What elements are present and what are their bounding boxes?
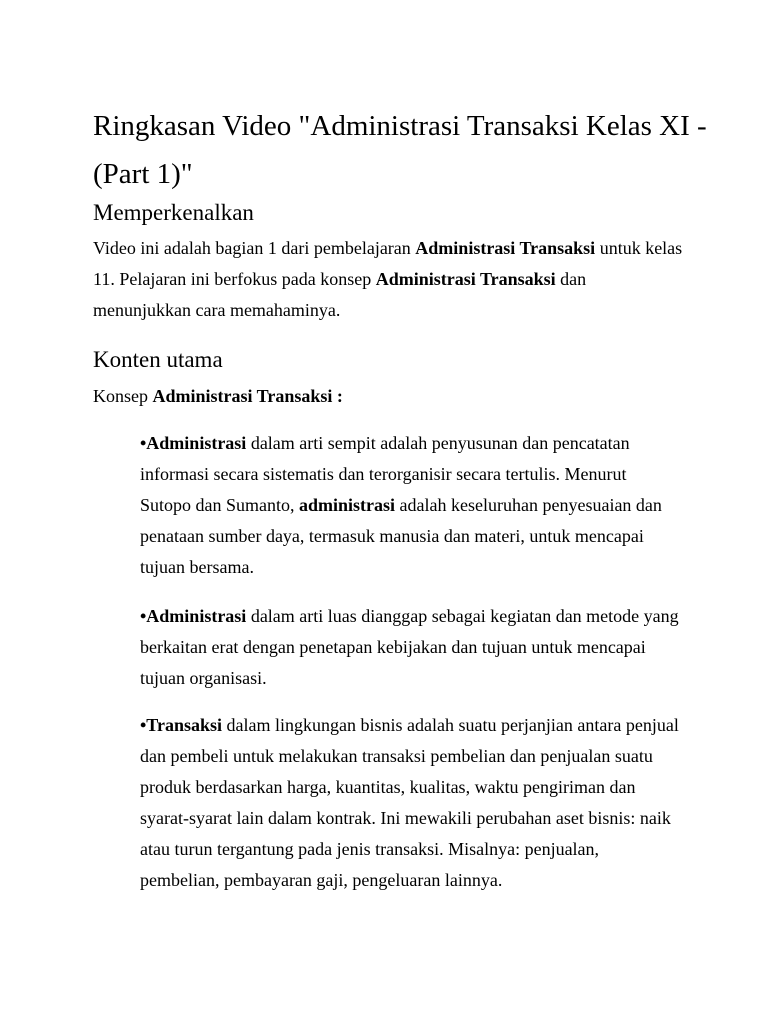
intro-text-3: dan menunjukkan cara memahaminya.	[93, 269, 587, 320]
main-content-heading: Konten utama	[93, 347, 223, 372]
bullet-administrasi-sempit	[140, 428, 680, 583]
bullet-2-text: dalam arti luas dianggap sebagai kegiatan dan metode yang berkaitan erat dengan penetapan kebijakan dan tujuan untuk mencapai tujuan organisasi.	[140, 606, 679, 688]
bullet-3-text: dalam lingkungan bisnis adalah suatu perjanjian antara penjual dan pembeli untuk melakukan transaksi pembelian dan penjualan suatu produk berdasarkan harga, kuantitas, kualitas, waktu pengiriman dan syarat-syarat lain dalam kontrak. Ini mewakili perubahan aset bisnis: naik atau turun tergantung pada jenis transaksi. Misalnya: penjualan, pembelian, pembayaran gaji, pengeluaran lainnya.	[140, 715, 679, 890]
bullet-3-term: •Transaksi	[140, 715, 222, 735]
intro-paragraph	[93, 233, 683, 326]
bullet-1-term-2: administrasi	[299, 495, 396, 515]
bullet-1-text-2: adalah keseluruhan penyesuaian dan penataan sumber daya, termasuk manusia dan materi, untuk mencapai tujuan bersama.	[140, 495, 662, 577]
intro-bold-1: Administrasi Transaksi	[415, 238, 596, 258]
konsep-line	[93, 381, 683, 412]
intro-bold-2: Administrasi Transaksi	[375, 269, 556, 289]
bullet-transaksi	[140, 710, 680, 896]
konsep-prefix: Konsep	[93, 386, 153, 406]
bullet-1-term: •Administrasi	[140, 433, 247, 453]
intro-text-1: Video ini adalah bagian 1 dari pembelajaran	[93, 238, 416, 258]
document-title: Ringkasan Video "Administrasi Transaksi Kelas XI - (Part 1)"	[93, 110, 707, 190]
intro-text-2: untuk kelas 11. Pelajaran ini berfokus pada konsep	[93, 238, 683, 289]
bullet-administrasi-luas	[140, 601, 680, 694]
bullet-2-term: •Administrasi	[140, 606, 247, 626]
bullet-1-text-1: dalam arti sempit adalah penyusunan dan pencatatan informasi secara sistematis dan terorganisir secara tertulis. Menurut Sutopo dan Sumanto,	[140, 433, 630, 515]
konsep-bold: Administrasi Transaksi :	[152, 386, 343, 406]
intro-heading: Memperkenalkan	[93, 200, 254, 225]
